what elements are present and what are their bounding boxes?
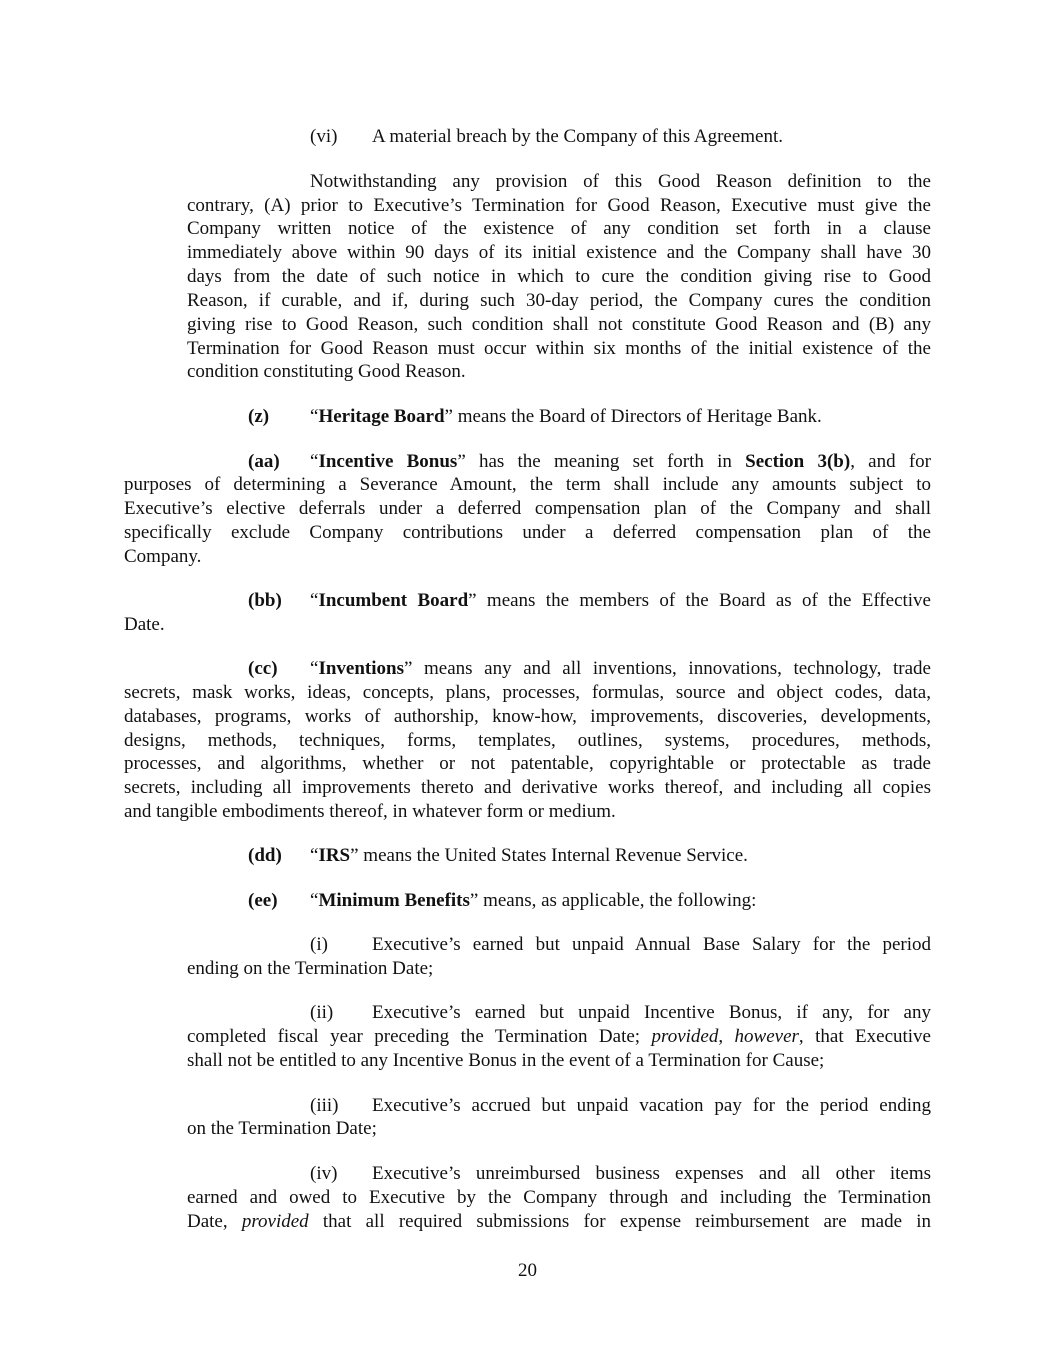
paragraph-line: days from the date of such notice in which to cure the condition giving rise to Good [187, 266, 931, 287]
paragraph-line: contrary, (A) prior to Executive’s Termination for Good Reason, Executive must give the [187, 195, 931, 216]
clause-label: (vi) [310, 126, 338, 147]
definition-heading: “Heritage Board” means the Board of Directors of Heritage Bank. [310, 406, 822, 427]
definition-heading: “Incentive Bonus” has the meaning set forth in Section 3(b), and for [310, 451, 932, 472]
paragraph-line: processes, and algorithms, whether or not patentable, copyrightable or protectable as trade [124, 753, 931, 774]
clause-text: Executive’s unreimbursed business expenses and all other items [372, 1163, 931, 1184]
defined-term: Incentive Bonus [318, 451, 458, 472]
clause-text: Executive’s earned but unpaid Incentive Bonus, if any, for any [372, 1002, 931, 1023]
section-reference: Section 3(b) [745, 451, 851, 472]
page-number: 20 [518, 1260, 537, 1281]
clause-label: (iv) [310, 1163, 338, 1184]
clause-text: Date, provided that all required submissions for expense reimbursement are made in [187, 1211, 931, 1232]
clause-text: shall not be entitled to any Incentive Bonus in the event of a Termination for Cause; [187, 1050, 825, 1071]
paragraph-line: secrets, including all improvements thereto and derivative works thereof, and including all copies [124, 777, 931, 798]
paragraph-line: Notwithstanding any provision of this Good Reason definition to the [310, 171, 931, 192]
clause-text: completed fiscal year preceding the Termination Date; provided, however, that Executive [187, 1026, 931, 1047]
paragraph-line: secrets, mask works, ideas, concepts, plans, processes, formulas, source and object codes, data, [124, 682, 931, 703]
definition-heading: “Incumbent Board” means the members of the Board as of the Effective [310, 590, 931, 611]
clause-text: ending on the Termination Date; [187, 958, 434, 979]
paragraph-line: and tangible embodiments thereof, in whatever form or medium. [124, 801, 616, 822]
definition-heading: “IRS” means the United States Internal Revenue Service. [310, 845, 748, 866]
clause-text: on the Termination Date; [187, 1118, 377, 1139]
paragraph-line: purposes of determining a Severance Amount, the term shall include any amounts subject to [124, 474, 931, 495]
paragraph-line: specifically exclude Company contributions under a deferred compensation plan of the [124, 522, 931, 543]
paragraph-line: Termination for Good Reason must occur within six months of the initial existence of the [187, 338, 931, 359]
definition-label: (dd) [248, 845, 282, 866]
clause-label: (i) [310, 934, 328, 955]
defined-term: Heritage Board [318, 406, 445, 427]
clause-label: (iii) [310, 1095, 339, 1116]
defined-term: Incumbent Board [318, 590, 469, 611]
definition-label: (ee) [248, 890, 278, 911]
definition-label: (z) [248, 406, 270, 427]
paragraph-line: databases, programs, works of authorship, know-how, improvements, discoveries, developments, [124, 706, 931, 727]
clause-text: Executive’s accrued but unpaid vacation pay for the period ending [372, 1095, 931, 1116]
paragraph-line: condition constituting Good Reason. [187, 361, 466, 382]
definition-label: (aa) [248, 451, 280, 472]
definition-heading: “Inventions” means any and all inventions, innovations, technology, trade [310, 658, 931, 679]
definition-heading: “Minimum Benefits” means, as applicable, the following: [310, 890, 757, 911]
definition-label: (bb) [248, 590, 282, 611]
paragraph-line: Reason, if curable, and if, during such 30-day period, the Company cures the condition [187, 290, 931, 311]
paragraph-line: Date. [124, 614, 165, 635]
defined-term: Inventions [318, 658, 404, 679]
definition-label: (cc) [248, 658, 278, 679]
paragraph-line: designs, methods, techniques, forms, templates, outlines, systems, procedures, methods, [124, 730, 931, 751]
clause-text: A material breach by the Company of this Agreement. [372, 126, 784, 147]
paragraph-line: giving rise to Good Reason, such condition shall not constitute Good Reason and (B) any [187, 314, 931, 335]
paragraph-line: immediately above within 90 days of its initial existence and the Company shall have 30 [187, 242, 931, 263]
clause-text: earned and owed to Executive by the Company through and including the Termination [187, 1187, 931, 1208]
paragraph-line: Company. [124, 546, 202, 567]
clause-text: Executive’s earned but unpaid Annual Base Salary for the period [372, 934, 931, 955]
clause-label: (ii) [310, 1002, 334, 1023]
paragraph-line: Executive’s elective deferrals under a deferred compensation plan of the Company and shall [124, 498, 931, 519]
defined-term: Minimum Benefits [318, 890, 470, 911]
paragraph-line: Company written notice of the existence of any condition set forth in a clause [187, 218, 931, 239]
defined-term: IRS [318, 845, 351, 866]
